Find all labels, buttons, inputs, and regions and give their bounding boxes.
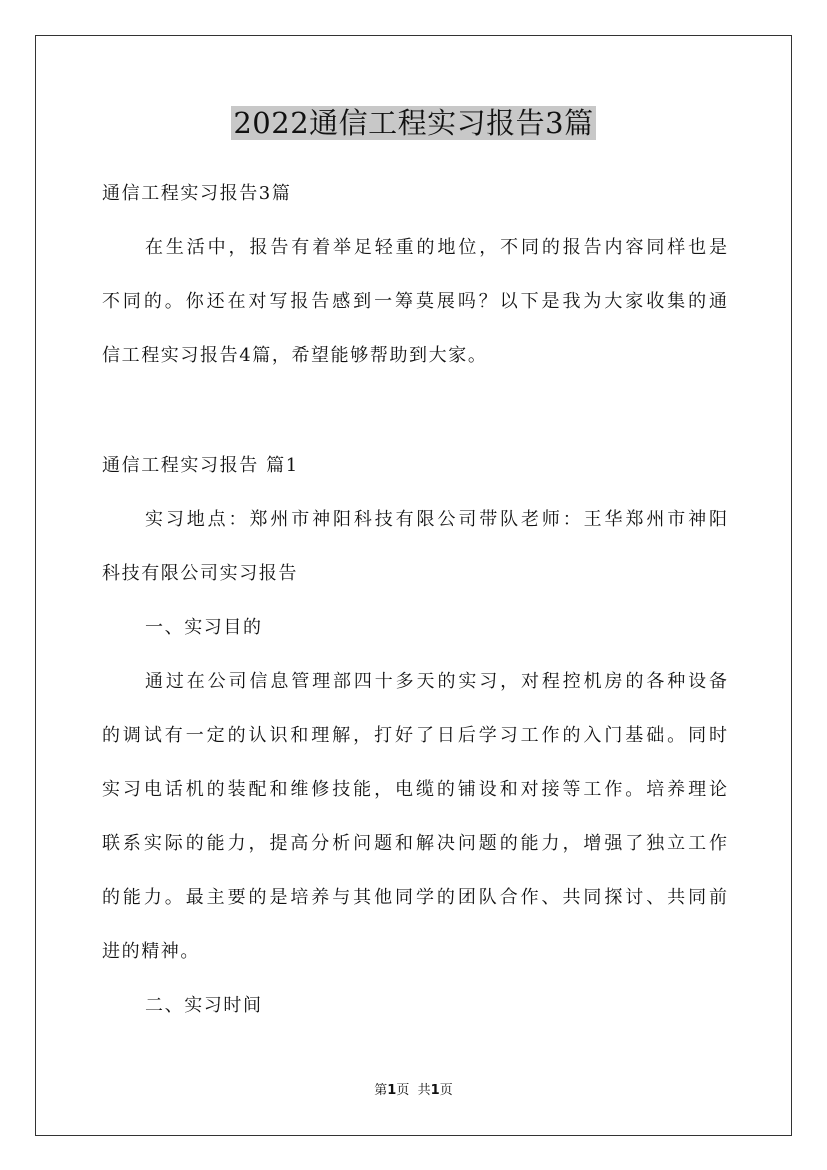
document-title (0, 102, 827, 144)
section-heading: 通信工程实习报告 篇1 (102, 455, 299, 476)
total-pages: 1 (430, 1083, 440, 1098)
page-suffix: 页 (396, 1083, 410, 1098)
document-title-text: 2022通信工程实习报告3篇 (233, 106, 594, 140)
purpose-line: 进的精神。 (102, 941, 200, 962)
document-subtitle: 通信工程实习报告3篇 (102, 183, 292, 204)
location-line: 科技有限公司实习报告 (102, 563, 298, 584)
intro-line: 在生活中，报告有着举足轻重的地位，不同的报告内容同样也是 (145, 237, 727, 258)
purpose-line: 的能力。最主要的是培养与其他同学的团队合作、共同探讨、共同前 (102, 887, 727, 908)
page-footer (0, 1082, 827, 1100)
purpose-line: 实习电话机的装配和维修技能，电缆的铺设和对接等工作。培养理论 (102, 779, 727, 800)
purpose-line: 通过在公司信息管理部四十多天的实习，对程控机房的各种设备 (145, 671, 727, 692)
page-prefix: 第 (374, 1083, 388, 1098)
intro-line: 不同的。你还在对写报告感到一筹莫展吗？以下是我为大家收集的通 (102, 291, 727, 312)
total-prefix: 共 (417, 1083, 431, 1098)
page-number: 1 (387, 1083, 397, 1098)
heading-time: 二、实习时间 (145, 995, 263, 1016)
purpose-line: 的调试有一定的认识和理解，打好了日后学习工作的入门基础。同时 (102, 725, 727, 746)
purpose-line: 联系实际的能力，提高分析问题和解决问题的能力，增强了独立工作 (102, 833, 727, 854)
location-line: 实习地点：郑州市神阳科技有限公司带队老师：王华郑州市神阳 (145, 509, 727, 530)
heading-purpose: 一、实习目的 (145, 617, 263, 638)
total-suffix: 页 (439, 1083, 453, 1098)
intro-line: 信工程实习报告4篇，希望能够帮助到大家。 (102, 345, 488, 366)
